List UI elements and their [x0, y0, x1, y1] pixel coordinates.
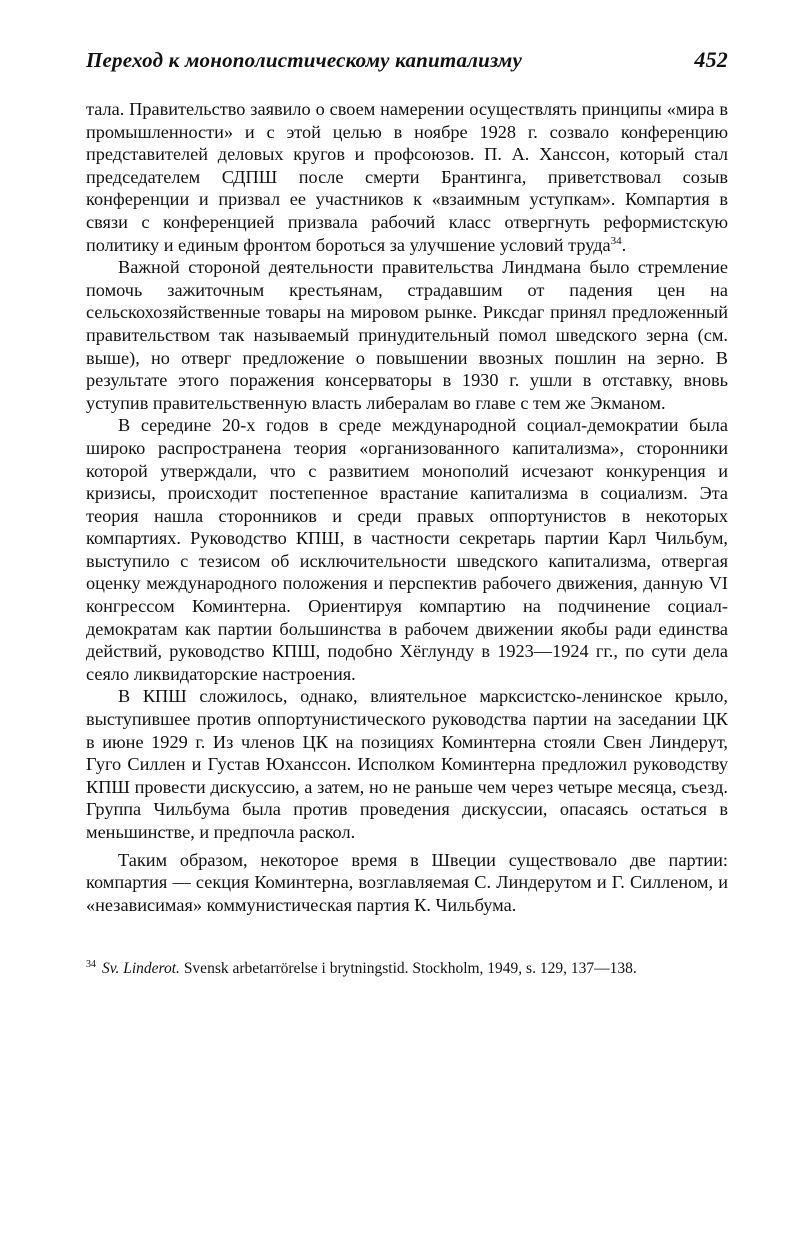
paragraph-1-text: тала. Правительство заявило о своем намерении осуществлять принципы «мира в промышленности» и с этой целью в ноябре 1928 г. созвало конференцию представителей деловых кругов и профсоюзов. П. А. Ханссон, который стал председателем СДПШ после смерти Брантинга, приветствовал созыв конференции и призвал ее участников к «взаимным уступкам». Компартия в связи с конференцией призвала рабочий класс отвергнуть реформистскую политику и единым фронтом бороться за улучшение условий труда	[86, 99, 728, 255]
paragraph-5: Таким образом, некоторое время в Швеции существовало две партии: компартия — секция Коминтерна, возглавляемая С. Линдерутом и Г. Силленом, и «независимая» коммунистическая партия К. Чильбума.	[86, 849, 728, 915]
body-text	[86, 98, 728, 916]
paragraph-3: В середине 20-х годов в среде международной социал-демократии была широко распространена теория «организованного капитализма», сторонники которой утверждали, что с развитием монополий исчезают конкуренция и кризисы, происходит постепенное врастание капитализма в социализм. Эта теория нашла сторонников и среди правых оппортунистов в некоторых компартиях. Руководство КПШ, в частности секретарь партии Карл Чильбум, выступило с тезисом об исключительности шведского капитализма, отвергая оценку международного положения и перспектив рабочего движения, данную VI конгрессом Коминтерна. Ориентируя компартию на подчинение социал-демократам как партии большинства в рабочем движении якобы ради единства действий, руководство КПШ, подобно Хёглунду в 1923—1924 гг., по сути дела сеяло ликвидаторские настроения.	[86, 415, 728, 684]
paragraph-1	[86, 98, 728, 256]
paragraph-2: Важной стороной деятельности правительства Линдмана было стремление помочь зажиточным крестьянам, страдавшим от падения цен на сельскохозяйственные товары на мировом рынке. Риксдаг принял предложенный правительством так называемый принудительный помол шведского зерна (см. выше), но отверг предложение о повышении ввозных пошлин на зерно. В результате этого поражения консерваторы в 1930 г. ушли в отставку, вновь уступив правительственную власть либералам во главе с тем же Экманом.	[86, 257, 728, 413]
footnote-mark: 34	[86, 959, 96, 971]
footnote-34	[86, 960, 728, 977]
running-title: Переход к монополистическому капитализму	[86, 48, 522, 72]
footnote-ref-34[interactable]: 34	[610, 234, 622, 247]
running-head	[86, 40, 728, 80]
paragraph-1-tail: .	[621, 234, 627, 255]
footnote-author: Sv. Linderot.	[102, 960, 180, 978]
book-page	[86, 40, 728, 977]
footnote-text: Svensk arbetarrörelse i brytningstid. Stockholm, 1949, s. 129, 137—138.	[183, 960, 637, 978]
paragraph-4: В КПШ сложилось, однако, влиятельное марксистско-ленинское крыло, выступившее против оппортунистического руководства партии на заседании ЦК в июне 1929 г. Из членов ЦК на позициях Коминтерна стояли Свен Линдерут, Гуго Силлен и Густав Юханссон. Исполком Коминтерна предложил руководству КПШ провести дискуссию, а затем, но не раньше чем через четыре месяца, съезд. Группа Чильбума была против проведения дискуссии, опасаясь остаться в меньшинстве, и предпочла раскол.	[86, 686, 728, 842]
page-number: 452	[694, 47, 728, 72]
